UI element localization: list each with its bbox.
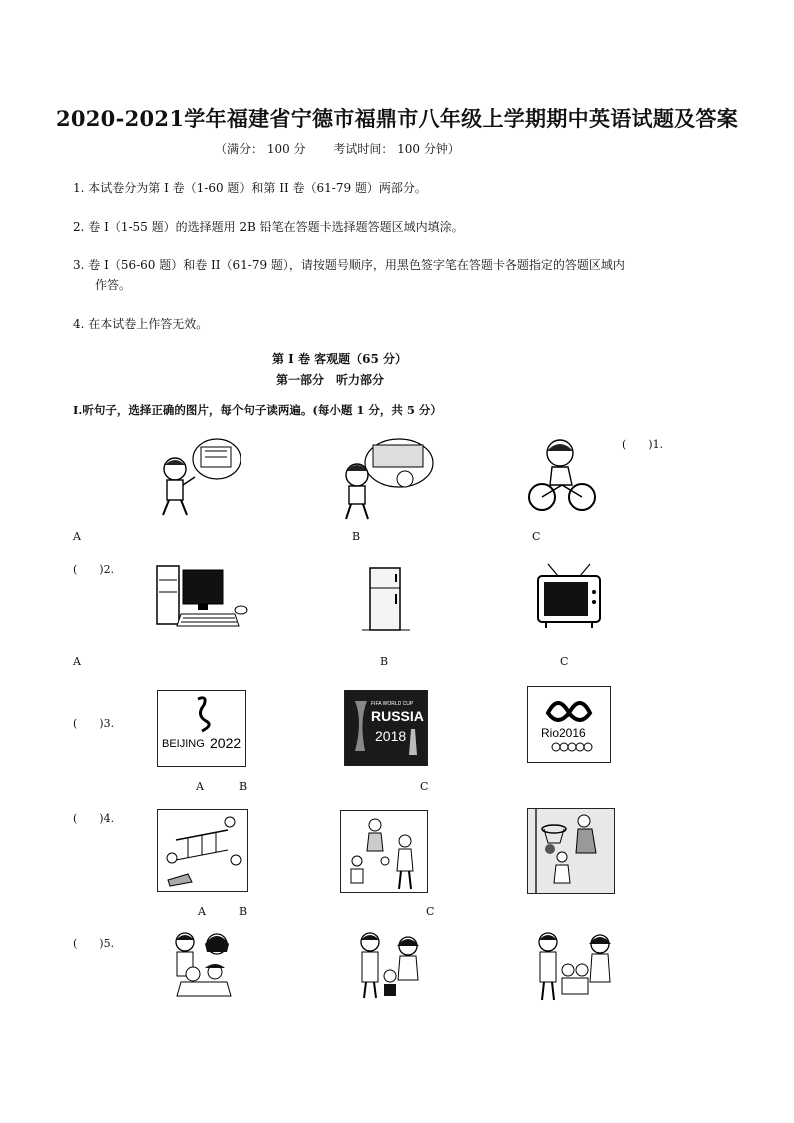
page-title: 2020-2021学年福建省宁德市福鼎市八年级上学期期中英语试题及答案 bbox=[55, 106, 739, 131]
q2-label-a: A bbox=[73, 655, 81, 668]
section-heading: 第 I 卷 客观题（65 分） bbox=[272, 352, 408, 366]
q1-image-a[interactable] bbox=[155, 437, 241, 519]
q5-image-c[interactable] bbox=[532, 930, 616, 1002]
q4-label-c: C bbox=[426, 905, 435, 918]
rio-text: Rio2016 bbox=[541, 726, 586, 740]
beijing-text: BEIJING bbox=[162, 738, 205, 750]
q2-label-c: C bbox=[560, 655, 569, 668]
q5-image-b[interactable] bbox=[354, 930, 424, 1000]
question-2-number: ( )2. bbox=[73, 563, 115, 576]
q4-label-a: A bbox=[198, 905, 206, 918]
russia-year: 2018 bbox=[375, 728, 407, 744]
note-2: 2. 卷 I（1-55 题）的选择题用 2B 铅笔在答题卡选择题答题区域内填涂。 bbox=[73, 220, 464, 234]
q2-label-b: B bbox=[380, 655, 389, 668]
part-heading: 第一部分 听力部分 bbox=[276, 373, 385, 387]
q3-image-b[interactable] bbox=[344, 690, 428, 766]
q4-label-b: B bbox=[239, 905, 248, 918]
instruction: I.听句子，选择正确的图片，每个句子读两遍。(每小题 1 分，共 5 分） bbox=[73, 403, 442, 417]
q1-label-a: A bbox=[73, 530, 81, 543]
q1-label-c: C bbox=[532, 530, 541, 543]
note-3: 3. 卷 I（56-60 题）和卷 II（61-79 题），请按题号顺序，用黑色签字笔在答题卡各题指定的答题区域内 bbox=[73, 258, 625, 272]
q2-image-a[interactable] bbox=[155, 562, 250, 634]
question-4-number: ( )4. bbox=[73, 812, 115, 825]
q3-image-a[interactable] bbox=[157, 690, 246, 767]
note-3-cont: 作答。 bbox=[95, 278, 132, 292]
exam-info: （满分： 100 分 考试时间： 100 分钟） bbox=[215, 142, 460, 156]
q4-image-b[interactable] bbox=[340, 810, 428, 893]
question-5-number: ( )5. bbox=[73, 937, 115, 950]
q3-label-c: C bbox=[420, 780, 429, 793]
q1-image-b[interactable] bbox=[337, 437, 437, 523]
q4-image-a[interactable] bbox=[157, 809, 248, 892]
q1-label-b: B bbox=[352, 530, 361, 543]
q5-image-a[interactable] bbox=[167, 930, 242, 1002]
q3-image-c[interactable] bbox=[527, 686, 611, 763]
note-4: 4. 在本试卷上作答无效。 bbox=[73, 317, 209, 331]
q2-image-b[interactable] bbox=[362, 566, 410, 632]
q2-image-c[interactable] bbox=[536, 562, 602, 628]
q3-label-a: A bbox=[196, 780, 204, 793]
note-1: 1. 本试卷分为第 I 卷（1-60 题）和第 II 卷（61-79 题）两部分。 bbox=[73, 181, 427, 195]
question-1-number: ( )1. bbox=[622, 438, 664, 451]
question-3-number: ( )3. bbox=[73, 717, 115, 730]
q4-image-c[interactable] bbox=[527, 808, 615, 894]
russia-small-text: FIFA WORLD CUP bbox=[371, 701, 414, 707]
q3-label-b: B bbox=[239, 780, 248, 793]
beijing-year: 2022 bbox=[210, 735, 242, 751]
russia-text: RUSSIA bbox=[371, 708, 424, 724]
q1-image-c[interactable] bbox=[522, 437, 602, 515]
